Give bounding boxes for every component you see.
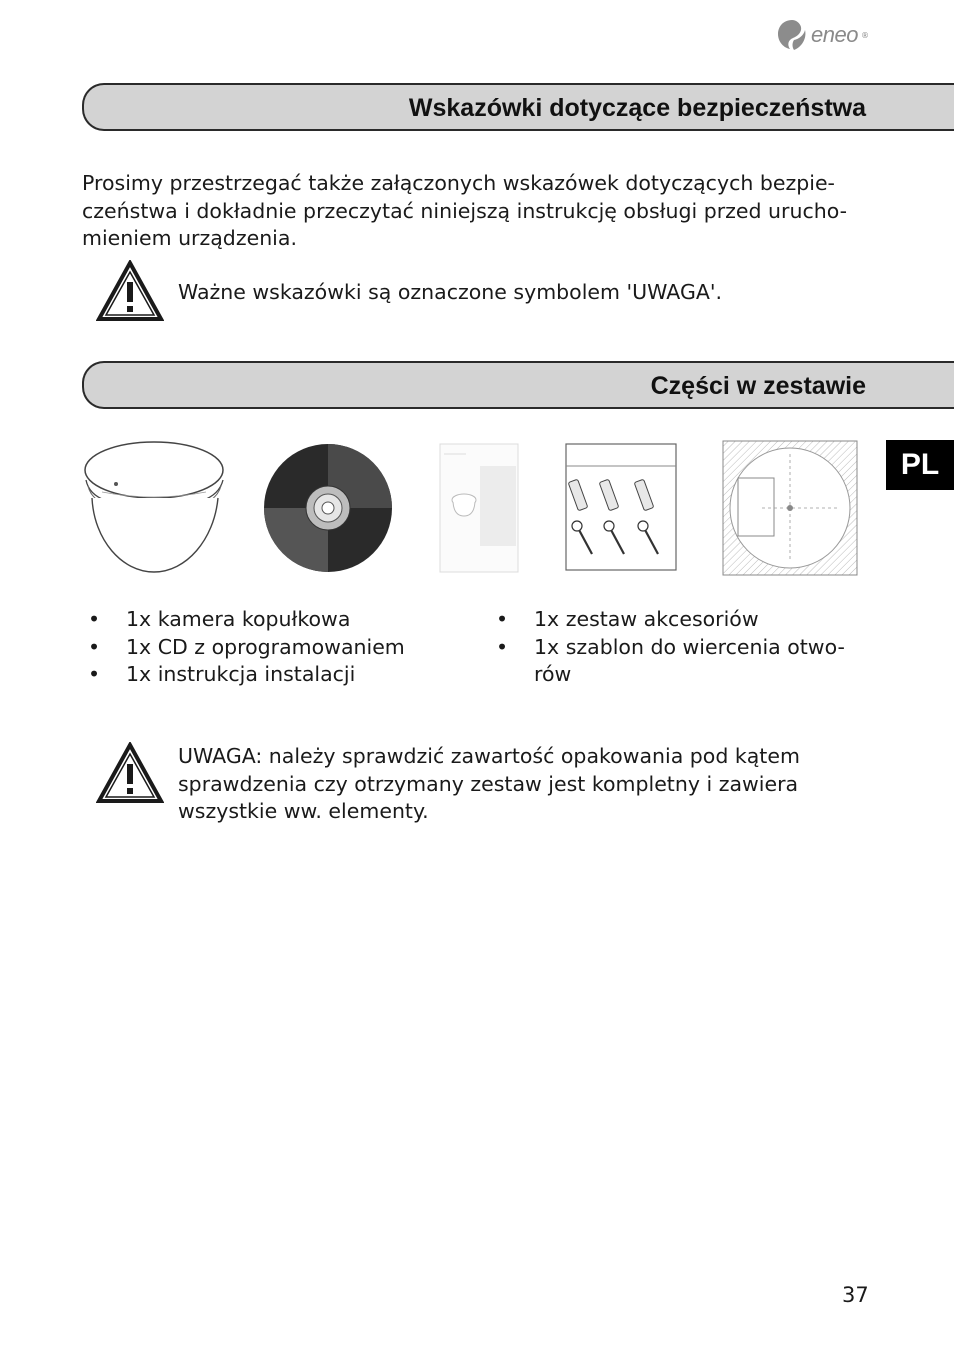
- list-item: • 1x szablon do wiercenia otwo- rów: [494, 634, 864, 689]
- installation-manual-image: [436, 440, 522, 576]
- drilling-template-image: [722, 440, 858, 576]
- list-item: • 1x kamera kopułkowa: [86, 606, 466, 634]
- warning-triangle-icon: [96, 260, 164, 322]
- cd-disc-image: [258, 440, 398, 576]
- section-header-safety: [82, 83, 954, 131]
- dome-camera-image: [82, 440, 230, 576]
- warning-triangle-icon: [96, 742, 164, 804]
- paragraph-line: Prosimy przestrzegać także załączonych wskazówek dotyczących bezpie-: [82, 171, 835, 195]
- warning-note-parts: [178, 743, 800, 826]
- logo-registered-mark: ®: [860, 30, 869, 40]
- parts-list-left: [86, 606, 466, 689]
- section-title-safety: Wskazówki dotyczące bezpieczeństwa: [408, 94, 866, 122]
- paragraph-line: mieniem urządzenia.: [82, 226, 297, 250]
- list-item: • 1x zestaw akcesoriów: [494, 606, 864, 634]
- accessory-bag-image: [564, 440, 678, 574]
- language-tab: PL: [886, 440, 954, 490]
- safety-paragraph: [82, 170, 882, 253]
- list-item: • 1x CD z oprogramowaniem: [86, 634, 466, 662]
- warning-line: UWAGA: należy sprawdzić zawartość opakowania pod kątem: [178, 744, 800, 768]
- paragraph-line: czeństwa i dokładnie przeczytać niniejszą instrukcję obsługi przed urucho-: [82, 198, 848, 223]
- warning-line: sprawdzenia czy otrzymany zestaw jest kompletny i zawiera: [178, 771, 799, 796]
- eneo-logo-icon: [776, 18, 808, 52]
- warning-line: wszystkie ww. elementy.: [178, 799, 429, 823]
- parts-list-right: [494, 606, 864, 689]
- logo-text: eneo: [811, 22, 858, 47]
- page-number: 37: [842, 1283, 869, 1307]
- warning-line: Ważne wskazówki są oznaczone symbolem 'UWAGA'.: [178, 280, 723, 304]
- section-header-parts: [82, 361, 954, 409]
- eneo-logo: [776, 18, 869, 52]
- section-title-parts: Części w zestawie: [650, 372, 866, 400]
- warning-note-safety: [178, 279, 722, 307]
- list-item: • 1x instrukcja instalacji: [86, 661, 466, 689]
